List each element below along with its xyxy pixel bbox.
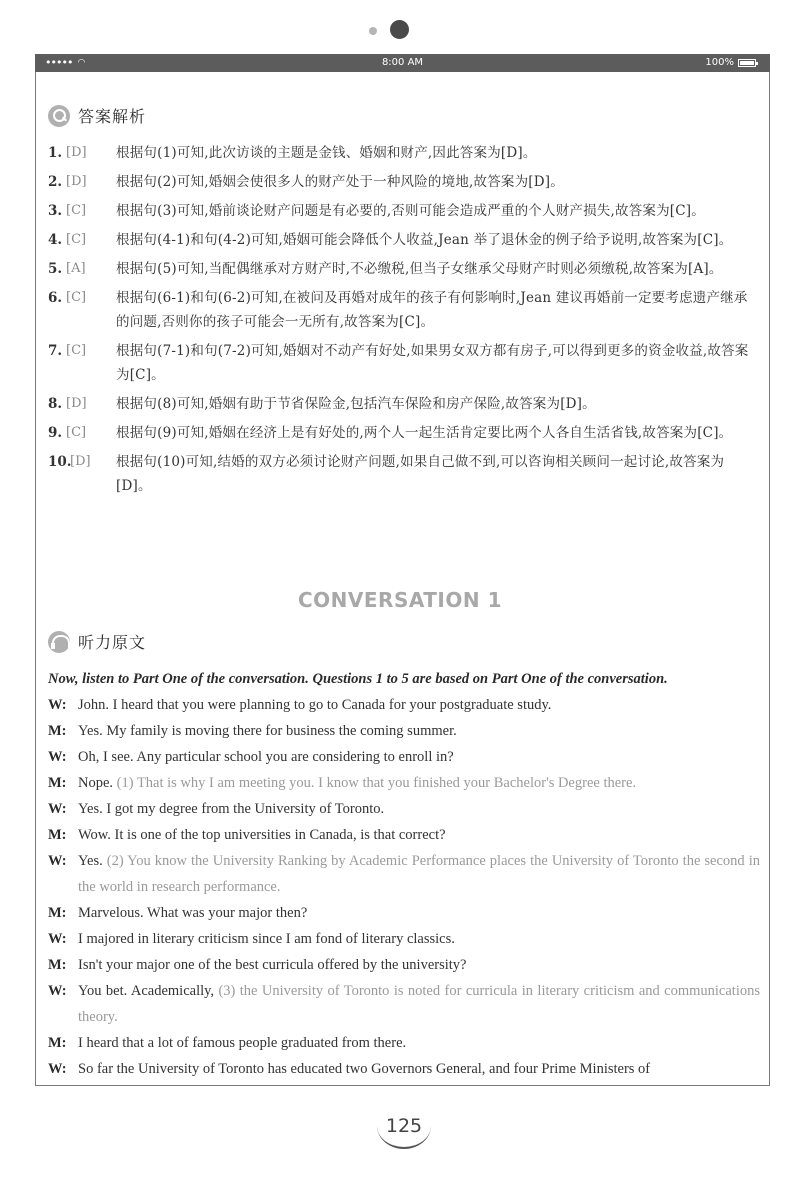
speaker-label: W: xyxy=(48,853,67,869)
transcript-turn xyxy=(48,1056,760,1082)
page-number-badge xyxy=(377,1103,431,1149)
utterance-text: You bet. Academically, xyxy=(78,983,219,999)
answer-number: 3. xyxy=(48,203,63,219)
utterance-text: Isn't your major one of the best curricula offered by the university? xyxy=(78,957,467,973)
utterance-text: I heard that a lot of famous people graduated from there. xyxy=(78,1035,407,1051)
utterance xyxy=(78,978,760,1030)
utterance-text: Wow. It is one of the top universities in Canada, is that correct? xyxy=(78,827,446,843)
transcript-turn xyxy=(48,952,760,978)
answer-explanation: 根据句(9)可知,婚姻在经济上是有好处的,两个人一起生活肯定要比两个人各自生活省钱,故答案为[C]。 xyxy=(116,425,733,441)
answer-key: [C] xyxy=(66,203,87,218)
transcript-turn xyxy=(48,978,760,1030)
speaker-label: W: xyxy=(48,749,67,765)
battery-percent: 100% xyxy=(705,57,734,68)
page-indicator-dot-active xyxy=(390,20,409,39)
utterance-text: Oh, I see. Any particular school you are considering to enroll in? xyxy=(78,749,454,765)
answers-header xyxy=(48,104,146,127)
utterance-text: So far the University of Toronto has educated two Governors General, and four Prime Ministers of xyxy=(78,1061,651,1077)
utterance xyxy=(78,796,760,822)
answer-number: 8. xyxy=(48,396,63,412)
transcript-turn xyxy=(48,848,760,900)
transcript-turn xyxy=(48,1030,760,1056)
utterance xyxy=(78,900,760,926)
transcript-turn xyxy=(48,744,760,770)
utterance xyxy=(78,692,760,718)
transcript-turn xyxy=(48,900,760,926)
answers-title: 答案解析 xyxy=(78,107,147,126)
answer-item xyxy=(48,141,758,165)
utterance-text: Yes. I got my degree from the University of Toronto. xyxy=(78,801,385,817)
speaker-label: W: xyxy=(48,931,67,947)
answer-number: 7. xyxy=(48,343,63,359)
transcript-turn xyxy=(48,926,760,952)
highlighted-sentence: (3) the University of Toronto is noted for curricula in literary criticism and communications theory. xyxy=(78,983,761,1025)
speaker-label: M: xyxy=(48,723,67,739)
speaker-label: W: xyxy=(48,1061,67,1077)
utterance xyxy=(78,952,760,978)
transcript-title: 听力原文 xyxy=(78,633,147,652)
answer-key: [D] xyxy=(66,174,87,189)
answer-key: [D] xyxy=(66,396,87,411)
conversation-title: CONVERSATION 1 xyxy=(298,588,502,612)
answer-explanation: 根据句(6-1)和句(6-2)可知,在被问及再婚对成年的孩子有何影响时,Jean 建议再婚前一定要考虑遗产继承的问题,否则你的孩子可能会一无所有,故答案为[C]。 xyxy=(116,290,748,330)
answer-item xyxy=(48,170,758,194)
utterance-text: Yes. xyxy=(78,853,107,869)
search-icon xyxy=(48,105,70,127)
utterance xyxy=(78,1056,760,1082)
page-indicator-dot xyxy=(369,27,377,35)
transcript-turn xyxy=(48,822,760,848)
answer-explanation: 根据句(7-1)和句(7-2)可知,婚姻对不动产有好处,如果男女双方都有房子,可以得到更多的资金收益,故答案为[C]。 xyxy=(116,343,749,383)
answer-number: 9. xyxy=(48,425,63,441)
answer-item xyxy=(48,339,758,387)
transcript-header xyxy=(48,630,146,653)
answer-key: [D] xyxy=(70,454,91,469)
answer-key: [C] xyxy=(66,232,87,247)
answer-number: 1. xyxy=(48,145,63,161)
answer-number: 4. xyxy=(48,232,63,248)
utterance xyxy=(78,1030,760,1056)
utterance-text: John. I heard that you were planning to go to Canada for your postgraduate study. xyxy=(78,697,552,713)
answer-explanation: 根据句(5)可知,当配偶继承对方财产时,不必缴税,但当子女继承父母财产时则必须缴税,故答案为[A]。 xyxy=(116,261,723,277)
transcript-turn xyxy=(48,770,760,796)
utterance xyxy=(78,822,760,848)
transcript xyxy=(48,666,760,1082)
status-bar xyxy=(35,54,770,72)
transcript-turns xyxy=(48,692,760,1082)
answer-key: [C] xyxy=(66,290,87,305)
answer-explanation: 根据句(1)可知,此次访谈的主题是金钱、婚姻和财产,因此答案为[D]。 xyxy=(116,145,537,161)
speaker-label: W: xyxy=(48,801,67,817)
status-time: 8:00 AM xyxy=(381,57,424,68)
transcript-turn xyxy=(48,718,760,744)
transcript-intro: Now, listen to Part One of the conversation. Questions 1 to 5 are based on Part One of the conversation. xyxy=(48,671,668,687)
speaker-label: M: xyxy=(48,775,67,791)
utterance xyxy=(78,770,760,796)
utterance-text: Yes. My family is moving there for business the coming summer. xyxy=(78,723,457,739)
utterance xyxy=(78,848,760,900)
answer-item xyxy=(48,392,758,416)
utterance xyxy=(78,718,760,744)
utterance xyxy=(78,926,760,952)
speaker-label: M: xyxy=(48,1035,67,1051)
answer-key: [D] xyxy=(66,145,87,160)
speaker-label: M: xyxy=(48,827,67,843)
answer-key: [C] xyxy=(66,343,87,358)
speaker-label: W: xyxy=(48,697,67,713)
answer-key: [A] xyxy=(66,261,86,276)
speaker-label: M: xyxy=(48,905,67,921)
answer-number: 2. xyxy=(48,174,63,190)
headphones-icon xyxy=(48,631,70,653)
answer-explanation: 根据句(10)可知,结婚的双方必须讨论财产问题,如果自己做不到,可以咨询相关顾问一起讨论,故答案为[D]。 xyxy=(116,454,725,494)
speaker-label: M: xyxy=(48,957,67,973)
highlighted-sentence: (1) That is why I am meeting you. I know that you finished your Bachelor's Degree there. xyxy=(116,775,637,791)
utterance-text: Nope. xyxy=(78,775,117,791)
signal-icon: ••••• xyxy=(45,56,73,69)
answer-item xyxy=(48,199,758,223)
speaker-label: W: xyxy=(48,983,67,999)
utterance xyxy=(78,744,760,770)
answer-item xyxy=(48,421,758,445)
answer-number: 5. xyxy=(48,261,63,277)
answer-number: 10. xyxy=(48,454,72,470)
answer-explanation: 根据句(8)可知,婚姻有助于节省保险金,包括汽车保险和房产保险,故答案为[D]。 xyxy=(116,396,596,412)
highlighted-sentence: (2) You know the University Ranking by Academic Performance places the University of Toronto the second in the world in research performance. xyxy=(78,853,760,895)
answer-item xyxy=(48,286,758,334)
transcript-turn xyxy=(48,796,760,822)
answer-item xyxy=(48,450,758,498)
answer-number: 6. xyxy=(48,290,63,306)
utterance-text: I majored in literary criticism since I am fond of literary classics. xyxy=(78,931,455,947)
answer-item xyxy=(48,257,758,281)
answer-explanation: 根据句(4-1)和句(4-2)可知,婚姻可能会降低个人收益,Jean 举了退休金的例子给予说明,故答案为[C]。 xyxy=(116,232,733,248)
answer-explanation: 根据句(2)可知,婚姻会使很多人的财产处于一种风险的境地,故答案为[D]。 xyxy=(116,174,564,190)
status-right xyxy=(705,57,756,68)
transcript-turn xyxy=(48,692,760,718)
answer-key: [C] xyxy=(66,425,87,440)
wifi-icon: ◠ xyxy=(77,57,86,68)
utterance-text: Marvelous. What was your major then? xyxy=(78,905,308,921)
page-number: 125 xyxy=(385,1115,423,1137)
battery-icon xyxy=(738,59,756,67)
answers-list xyxy=(48,141,758,503)
answer-explanation: 根据句(3)可知,婚前谈论财产问题是有必要的,否则可能会造成严重的个人财产损失,故答案为[C]。 xyxy=(116,203,705,219)
answer-item xyxy=(48,228,758,252)
